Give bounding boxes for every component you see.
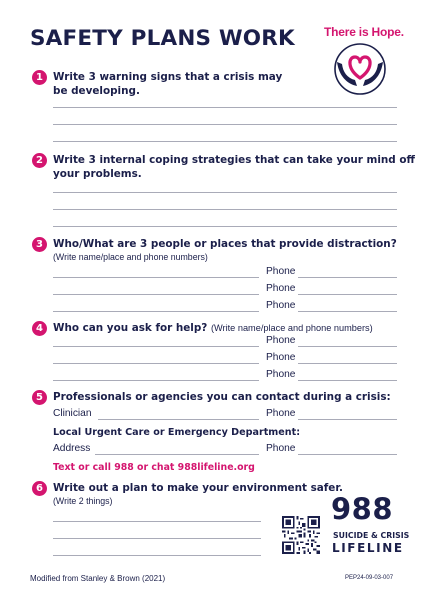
section-4-name-line-2[interactable] (53, 363, 259, 364)
section-6-answer-line-2[interactable] (53, 538, 261, 539)
clinician-line[interactable] (98, 419, 259, 420)
section-4-number: 4 (32, 321, 47, 336)
section-4-name-line-1[interactable] (53, 346, 259, 347)
section-6-answer-line-3[interactable] (53, 555, 261, 556)
hope-tagline: There is Hope. (324, 25, 404, 39)
section-3-phone-label-3: Phone (266, 300, 296, 311)
section-3-name-line-3[interactable] (53, 311, 259, 312)
section-3-phone-label-2: Phone (266, 283, 296, 294)
section-4-phone-line-2[interactable] (298, 363, 397, 364)
section-4-name-line-3[interactable] (53, 380, 259, 381)
section-3-phone-label-1: Phone (266, 266, 296, 277)
clinician-phone-line[interactable] (298, 419, 397, 420)
address-label: Address (53, 443, 91, 454)
section-4-phone-line-3[interactable] (298, 380, 397, 381)
qr-code[interactable] (282, 516, 320, 554)
section-6-line1: Write out a plan to make your environment safer. (53, 482, 343, 494)
section-3-name-line-1[interactable] (53, 277, 259, 278)
section-1-line1: Write 3 warning signs that a crisis may (53, 71, 283, 83)
urgent-care-heading: Local Urgent Care or Emergency Department: (53, 427, 301, 438)
section-1-answer-line-1[interactable] (53, 107, 397, 108)
address-phone-label: Phone (266, 443, 296, 454)
section-4-phone-label-1: Phone (266, 335, 296, 346)
section-3-name-line-2[interactable] (53, 294, 259, 295)
clinician-phone-label: Phone (266, 408, 296, 419)
section-1-answer-line-2[interactable] (53, 124, 397, 125)
section-4-phone-line-1[interactable] (298, 346, 397, 347)
lifeline-suicide-crisis: SUICIDE & CRISIS (333, 531, 410, 540)
section-3-question: Who/What are 3 people or places that provide distraction? (53, 238, 397, 250)
section-3-phone-line-2[interactable] (298, 294, 397, 295)
lifeline-wordmark: LIFELINE (332, 541, 404, 555)
page-title: SAFETY PLANS WORK (30, 26, 295, 51)
section-2-line1: Write 3 internal coping strategies that can take your mind off (53, 154, 415, 166)
section-2-line2: your problems. (53, 168, 142, 180)
section-3-note: (Write name/place and phone numbers) (53, 252, 208, 262)
section-4-question (53, 321, 373, 335)
section-4-phone-label-2: Phone (266, 352, 296, 363)
section-5-question: Professionals or agencies you can contact during a crisis: (53, 391, 391, 403)
address-line[interactable] (95, 454, 259, 455)
section-3-phone-line-1[interactable] (298, 277, 397, 278)
address-phone-line[interactable] (298, 454, 397, 455)
lifeline-988-logo: 988 (331, 492, 394, 526)
hands-heart-icon (331, 42, 389, 96)
footer-credit: Modified from Stanley & Brown (2021) (30, 574, 166, 583)
section-3-number: 3 (32, 237, 47, 252)
section-2-answer-line-1[interactable] (53, 192, 397, 193)
section-2-answer-line-2[interactable] (53, 209, 397, 210)
publication-code: PEP24-09-03-007 (345, 575, 394, 581)
section-4-note: (Write name/place and phone numbers) (210, 323, 373, 333)
clinician-label: Clinician (53, 408, 92, 419)
section-1-line2: be developing. (53, 85, 140, 97)
crisis-contact-cta: Text or call 988 or chat 988lifeline.org (53, 462, 255, 473)
section-6-answer-line-1[interactable] (53, 521, 261, 522)
section-3-phone-line-3[interactable] (298, 311, 397, 312)
section-4-phone-label-3: Phone (266, 369, 296, 380)
section-1-number: 1 (32, 70, 47, 85)
section-4-question-text: Who can you ask for help? (53, 322, 208, 334)
section-2-answer-line-3[interactable] (53, 226, 397, 227)
section-6-number: 6 (32, 481, 47, 496)
section-1-answer-line-3[interactable] (53, 141, 397, 142)
section-2-number: 2 (32, 153, 47, 168)
section-6-note: (Write 2 things) (53, 496, 113, 506)
section-5-number: 5 (32, 390, 47, 405)
